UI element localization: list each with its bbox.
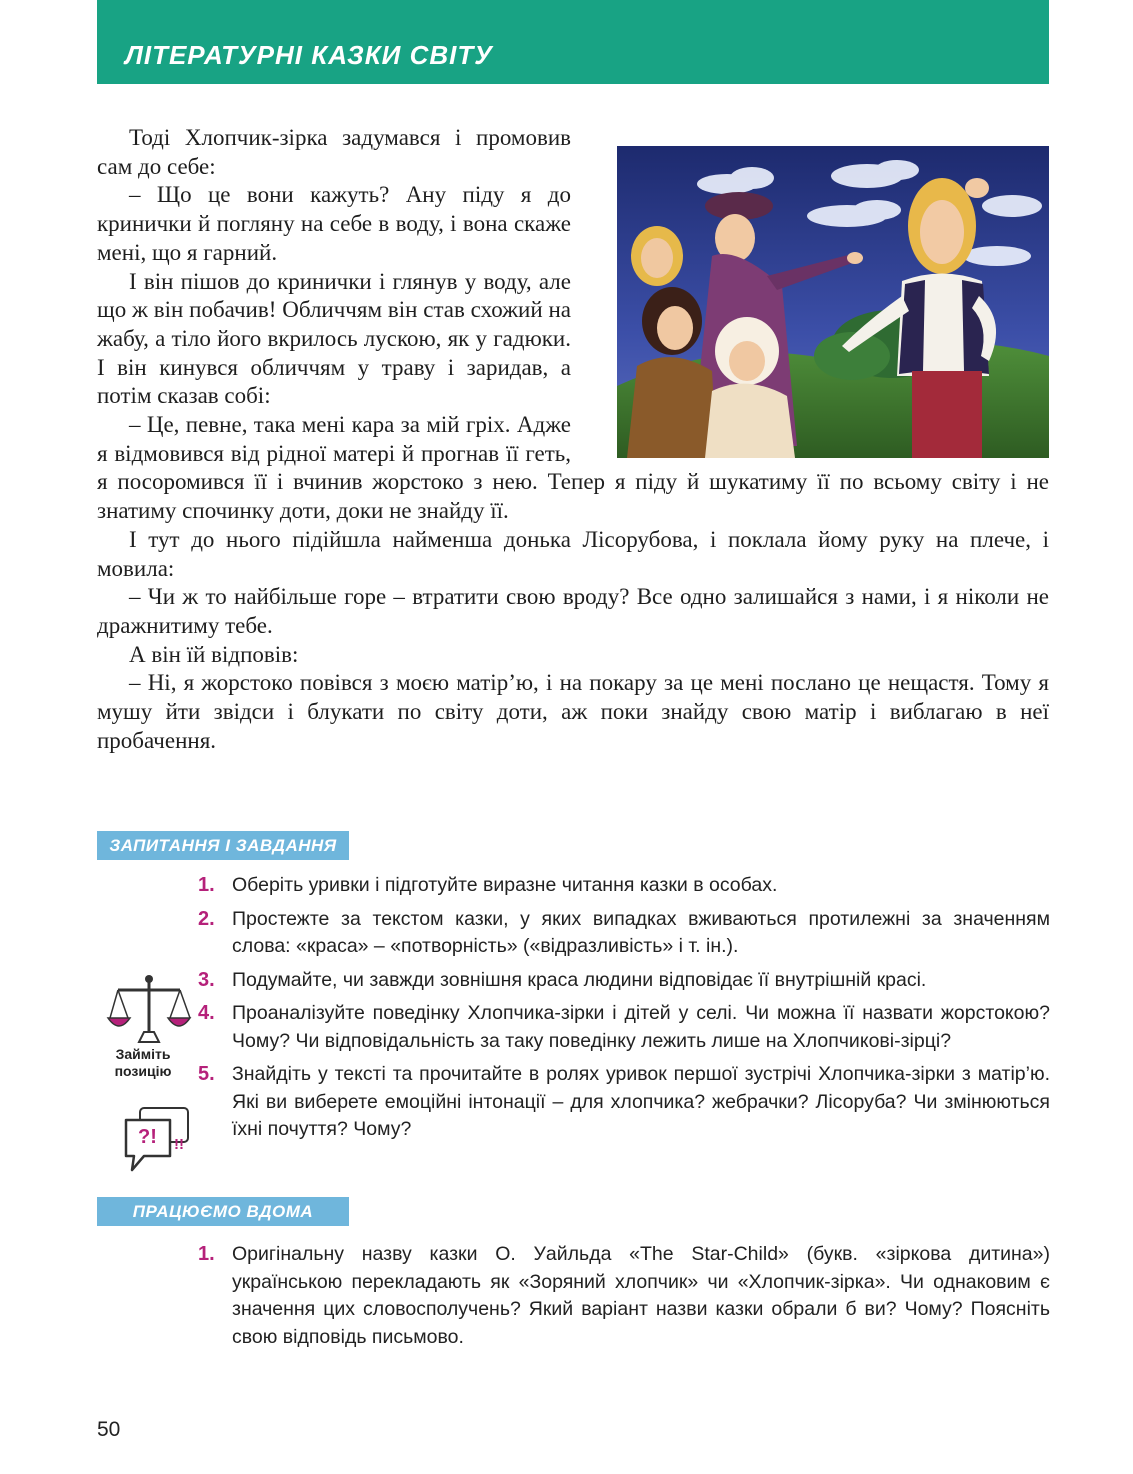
- speech-icon-text-secondary: !!: [174, 1136, 184, 1153]
- story-illustration: [617, 146, 1049, 458]
- page-title: ЛІТЕРАТУРНІ КАЗКИ СВІТУ: [125, 40, 493, 70]
- speech-icon-text: ?!: [138, 1126, 157, 1148]
- question-text: Подумайте, чи завжди зовнішня краса людини відповідає її внутрішній красі.: [232, 968, 927, 991]
- homework-item: [198, 1241, 1050, 1351]
- question-number: 1.: [198, 874, 215, 896]
- question-item: [198, 872, 1050, 900]
- question-text: Простежте за текстом казки, у яких випадках вживаються протилежні за значенням слова: «краса» – «потворність» («відразливість» і т. ін.).: [232, 907, 1050, 957]
- take-position-caption: [104, 1046, 182, 1080]
- question-item: [198, 1000, 1050, 1055]
- question-number: 4.: [198, 1002, 215, 1024]
- questions-list: [198, 872, 1050, 1150]
- question-text: Проаналізуйте поведінку Хлопчика-зірки і дітей у селі. Чи можна її назвати жорстокою? Чому? Чи відповідальність за таку поведінку лежить лише на Хлопчикові-зірці?: [232, 1002, 1050, 1052]
- question-number: 5.: [198, 1063, 215, 1085]
- scales-icon: [106, 972, 192, 1046]
- story-paragraph: А він їй відповів:: [129, 641, 299, 667]
- homework-text: Оригінальну назву казки О. Уайльда «The Star-Child» (букв. «зіркова дитина») українською перекладають як «Зоряний хлопчик» чи «Хлопчик-зірка». Чи однаковим є значення цих словосполучень? Який варіант назви казки обрали б ви? Чому? Поясніть свою відповідь письмово.: [232, 1243, 1050, 1348]
- story-paragraph: – Ні, я жорстоко повівся з моєю матір’ю, і на покару за це мені послано це нещастя. Тому я мушу йти звідси і блукати по світу доти, аж поки знайду свою матір і виблагаю в неї пробачення.: [97, 670, 1049, 753]
- story-paragraph: – Це, певне, така мені кара за мій гріх. Адже я відмовився від рідної матері й прогнав її геть, я посоромився її і вчинив жорстоко з нею. Тепер я піду й шукатиму її по всьому світу і не знатиму спочинку доти, доки не знайду її.: [97, 412, 1049, 524]
- story-paragraph: – Чи ж то найбільше горе – втратити свою вроду? Все одно залишайся з нами, і я ніколи не дражнитиму тебе.: [97, 584, 1049, 638]
- question-number: 3.: [198, 968, 215, 991]
- story-paragraph: І він пішов до кринички і глянув у воду, але що ж він побачив! Обличчям він став схожий на жабу, а тіло його вкрилось лускою, як у гадюки. І він кинувся обличчям у траву і заридав, а потім сказав собі:: [97, 268, 571, 409]
- question-item: [198, 906, 1050, 961]
- question-text: Оберіть уривки і підготуйте виразне читання казки в особах.: [232, 874, 778, 896]
- page-number: 50: [97, 1418, 121, 1441]
- homework-list: [198, 1241, 1050, 1357]
- homework-number: 1.: [198, 1243, 215, 1265]
- question-text: Знайдіть у тексті та прочитайте в ролях уривок першої зустрічі Хлопчика-зірки з матір’ю. Які ви виберете емоційні інтонації – для хлопчика? жебрачки? Лісоруба? Чи змінюються їхні почуття? Чому?: [232, 1063, 1050, 1140]
- caption-line: позицію: [114, 1063, 172, 1079]
- header-bar: [97, 0, 1049, 84]
- homework-section-label: ПРАЦЮЄМО ВДОМА: [97, 1197, 349, 1226]
- story-paragraph: Тоді Хлопчик-зірка задумався і промовив сам до себе:: [97, 125, 571, 179]
- question-number: 2.: [198, 907, 215, 930]
- story-text: [97, 124, 1049, 755]
- speech-bubbles-icon: [124, 1106, 200, 1176]
- story-paragraph: – Що це вони кажуть? Ану піду я до кринички й погляну на себе в воду, і вона скаже мені, що я гарний.: [97, 182, 571, 265]
- caption-line: Займіть: [115, 1046, 171, 1062]
- question-item: [198, 1061, 1050, 1144]
- questions-section-label: ЗАПИТАННЯ І ЗАВДАННЯ: [97, 831, 349, 860]
- question-item: [198, 967, 1050, 995]
- story-paragraph: І тут до нього підійшла найменша донька Лісорубова, і поклала йому руку на плече, і мовила:: [97, 526, 1049, 581]
